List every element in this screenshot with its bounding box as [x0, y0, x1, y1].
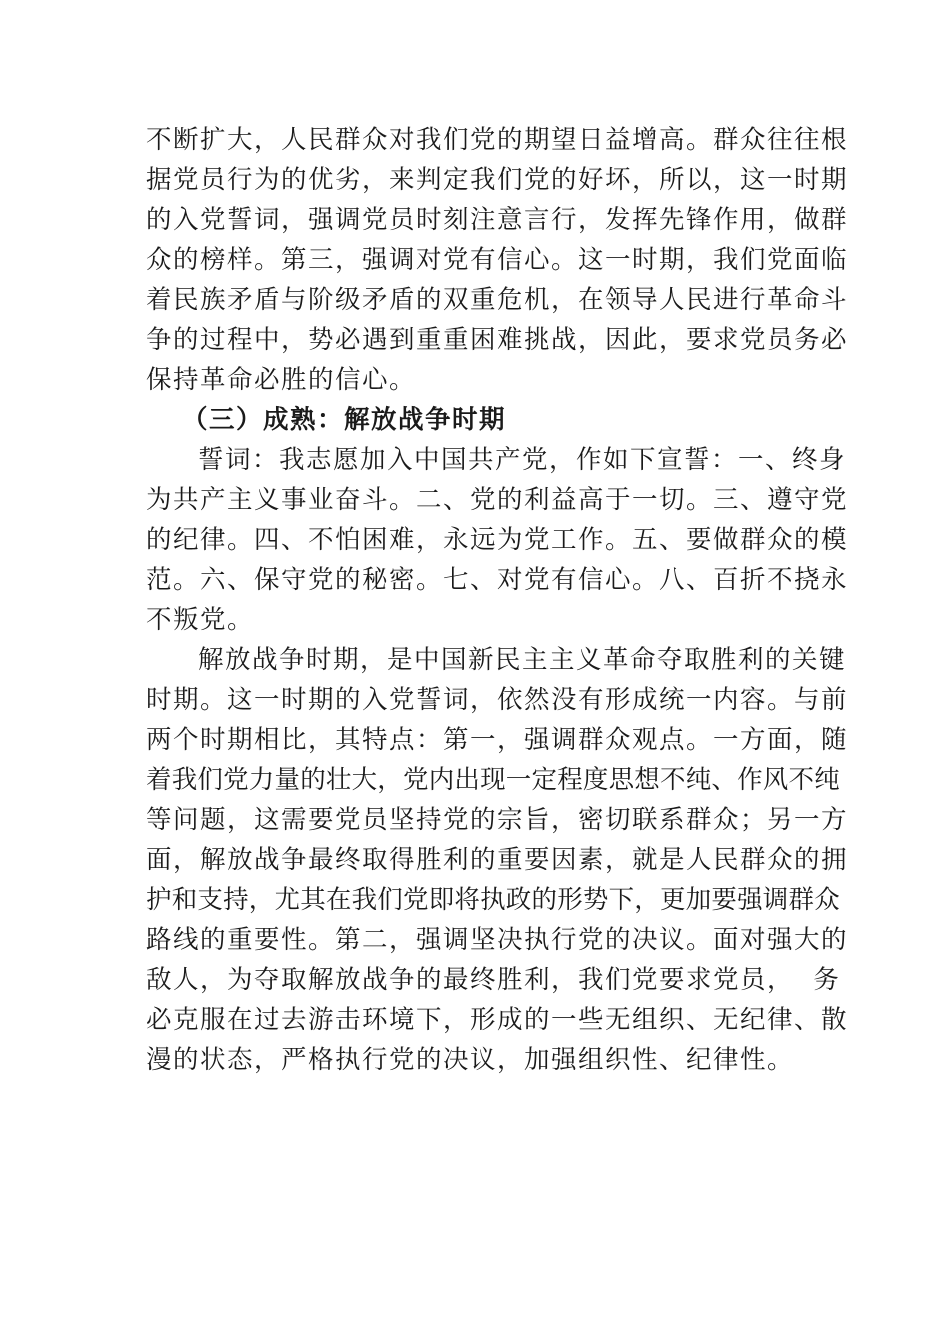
text-line: 为共产主义事业奋斗。二、党的利益高于一切。三、遵守党: [146, 485, 849, 515]
text-line: 着民族矛盾与阶级矛盾的双重危机，在领导人民进行革命斗: [146, 285, 849, 315]
text-line: 不叛党。: [146, 605, 255, 635]
continuation-paragraph: [146, 120, 849, 400]
text-line: 等问题，这需要党员坚持党的宗旨，密切联系群众；另一方: [146, 805, 849, 835]
analysis-paragraph: [146, 640, 849, 1080]
text-line: 范。六、保守党的秘密。七、对党有信心。八、百折不挠永: [146, 565, 849, 595]
oath-paragraph: [146, 440, 849, 640]
text-line: 誓词：我志愿加入中国共产党，作如下宣誓：一、终身: [198, 445, 847, 475]
text-line: 保持革命必胜的信心。: [146, 365, 417, 395]
text-line: 两个时期相比，其特点：第一，强调群众观点。一方面，随: [146, 725, 849, 755]
text-line: 路线的重要性。第二，强调坚决执行党的决议。面对强大的: [146, 925, 849, 955]
text-line: 敌人，为夺取解放战争的最终胜利，我们党要求党员， 务: [146, 965, 841, 995]
text-line: 的纪律。四、不怕困难，永远为党工作。五、要做群众的模: [146, 525, 849, 555]
text-line: 据党员行为的优劣，来判定我们党的好坏，所以，这一时期: [146, 165, 849, 195]
text-line: 护和支持，尤其在我们党即将执政的形势下，更加要强调群众: [146, 885, 840, 915]
text-line: 解放战争时期，是中国新民主主义革命夺取胜利的关键: [198, 645, 847, 675]
section-heading: （三）成熟：解放战争时期: [182, 405, 507, 435]
text-line: 时期。这一时期的入党誓词，依然没有形成统一内容。与前: [146, 685, 849, 715]
text-line: 众的榜样。第三，强调对党有信心。这一时期，我们党面临: [146, 245, 849, 275]
document-body: [146, 120, 849, 1080]
text-line: 的入党誓词，强调党员时刻注意言行，发挥先锋作用，做群: [146, 205, 849, 235]
text-line: 争的过程中，势必遇到重重困难挑战，因此，要求党员务必: [146, 325, 849, 355]
text-line: 不断扩大，人民群众对我们党的期望日益增高。群众往往根: [146, 125, 849, 155]
text-line: 着我们党力量的壮大，党内出现一定程度思想不纯、作风不纯: [146, 765, 840, 795]
text-line: 漫的状态，严格执行党的决议，加强组织性、纪律性。: [146, 1045, 795, 1075]
text-line: 必克服在过去游击环境下，形成的一些无组织、无纪律、散: [146, 1005, 849, 1035]
text-line: 面，解放战争最终取得胜利的重要因素，就是人民群众的拥: [146, 845, 849, 875]
